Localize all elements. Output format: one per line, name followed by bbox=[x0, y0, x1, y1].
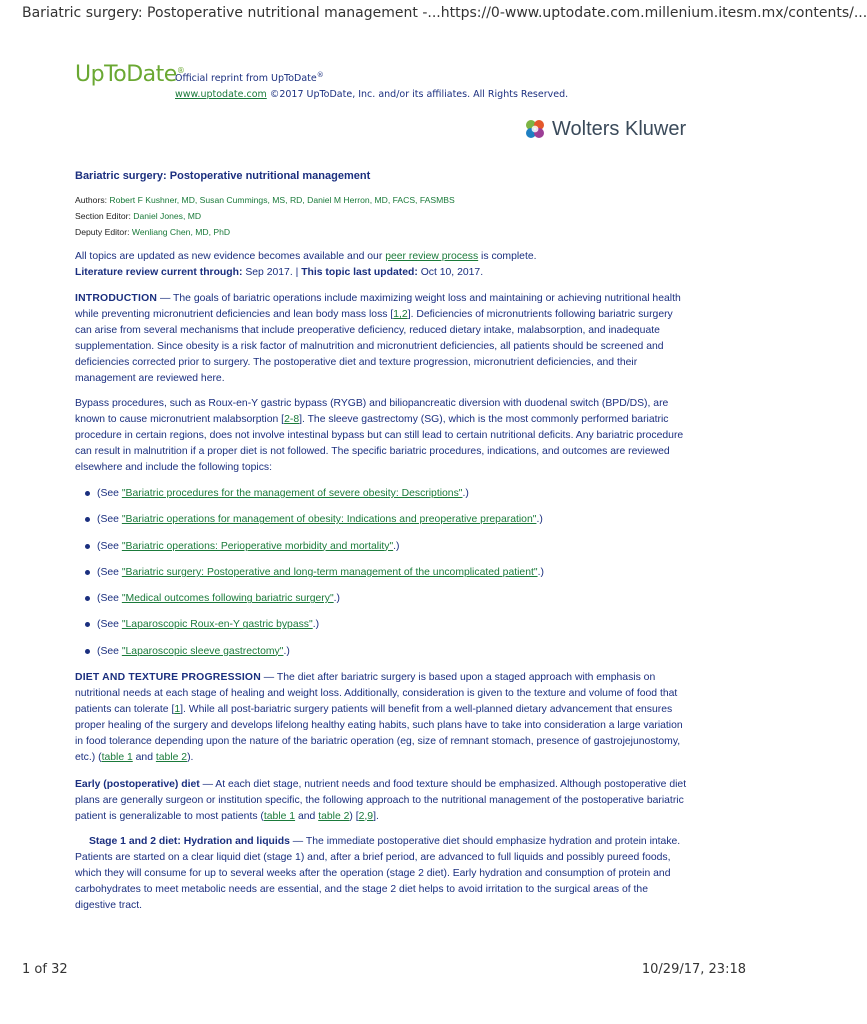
deputy-editor-line bbox=[75, 227, 230, 237]
see-prefix: (See bbox=[97, 566, 122, 578]
see-suffix: .) bbox=[393, 540, 400, 552]
topic-link[interactable]: "Bariatric operations for management of obesity: Indications and preoperative preparation" bbox=[121, 514, 537, 526]
authors-label: Authors: bbox=[75, 195, 108, 205]
reference-link[interactable]: 1 bbox=[174, 703, 181, 715]
publisher-name: Wolters Kluwer bbox=[552, 117, 687, 140]
bullet-icon bbox=[85, 491, 90, 496]
section-editor-label: Section Editor: bbox=[75, 211, 131, 221]
intro-text-a: — The goals of bariatric operations include maximizing weight loss and maintaining or achieving nutritional health while preventing micronutrient deficiencies and lean body mass loss [ bbox=[75, 293, 681, 320]
section-editor-value[interactable]: Daniel Jones, MD bbox=[133, 211, 202, 221]
see-prefix: (See bbox=[97, 619, 122, 631]
stage-1-2-paragraph bbox=[75, 834, 687, 914]
bypass-text-a: Bypass procedures, such as Roux-en-Y gastric bypass (RYGB) and biliopancreatic diversion with duodenal switch (BPD/DS), are known to cause micronutrient malabsorption [ bbox=[75, 398, 669, 425]
uptodate-logo bbox=[75, 62, 184, 87]
see-suffix: .) bbox=[462, 488, 469, 499]
see-suffix: .) bbox=[536, 514, 543, 526]
topic-link[interactable]: "Bariatric surgery: Postoperative and long-term management of the uncomplicated patient" bbox=[121, 566, 538, 578]
topic-list bbox=[75, 486, 687, 670]
bypass-paragraph bbox=[75, 396, 687, 476]
early-diet-paragraph bbox=[75, 777, 687, 825]
article-title: Bariatric surgery: Postoperative nutritional management bbox=[75, 170, 371, 182]
bypass-text-b: ]. The sleeve gastrectomy (SG), which is the most commonly performed bariatric procedure in certain regions, does not involve intestinal bypass but can still lead to certain nutritional deficits. Any bariatric procedure can result in malnutrition if a proper diet is not followed. The specific bariatric procedures, indications, and outcomes are reviewed elsewhere and include the following topics: bbox=[75, 413, 684, 473]
site-link[interactable]: www.uptodate.com bbox=[175, 89, 267, 101]
topic-link[interactable]: "Laparoscopic Roux-en-Y gastric bypass" bbox=[121, 619, 313, 631]
peer-review-link[interactable]: peer review process bbox=[385, 251, 479, 262]
update-text-end: is complete. bbox=[478, 251, 537, 262]
update-notice bbox=[75, 249, 687, 281]
intro-text-b: ]. Deficiencies of micronutrients following bariatric surgery can arise from several mechanisms that include preoperative deficiency, reduced dietary intake, malabsorption, and inadequate supplementation. Since obesity is a risk factor of malnutrition and micronutrient deficiencies, all patients should be screened and deficiencies corrected prior to surgery. The postoperative diet and texture progression, micronutrient deficiencies, and their management are reviewed here. bbox=[75, 308, 673, 384]
diet-progression-paragraph bbox=[75, 670, 687, 765]
introduction-heading: INTRODUCTION bbox=[75, 293, 158, 304]
reference-link[interactable]: 2-8 bbox=[284, 413, 300, 425]
topic-link[interactable]: "Bariatric operations: Perioperative morbidity and mortality" bbox=[121, 540, 394, 552]
stage-1-2-heading: Stage 1 and 2 diet: Hydration and liquids bbox=[89, 836, 290, 847]
print-footer bbox=[22, 962, 746, 977]
logo-reg-mark: ® bbox=[176, 66, 185, 75]
lit-review-value: Sep 2017. | bbox=[242, 266, 302, 278]
early-text-b: ) [ bbox=[349, 810, 359, 822]
update-text: All topics are updated as new evidence becomes available and our bbox=[75, 251, 386, 262]
list-item bbox=[75, 512, 687, 538]
table-2-link[interactable]: table 2 bbox=[318, 810, 350, 822]
reprint-reg-mark: ® bbox=[316, 71, 324, 79]
list-item bbox=[75, 539, 687, 565]
authors-value[interactable]: Robert F Kushner, MD, Susan Cummings, MS, RD, Daniel M Herron, MD, FACS, FASMBS bbox=[109, 195, 455, 205]
see-prefix: (See bbox=[97, 593, 122, 605]
list-item bbox=[75, 644, 687, 670]
list-item bbox=[75, 617, 687, 643]
print-doc-title: Bariatric surgery: Postoperative nutritional management -... bbox=[22, 5, 441, 21]
see-suffix: .) bbox=[333, 593, 341, 605]
deputy-editor-value[interactable]: Wenliang Chen, MD, PhD bbox=[131, 227, 231, 237]
table-1-link[interactable]: table 1 bbox=[101, 751, 133, 763]
table-2-link[interactable]: table 2 bbox=[155, 751, 188, 763]
print-url: https://0-www.uptodate.com.millenium.itesm.mx/contents/... bbox=[440, 5, 867, 21]
wolters-kluwer-icon bbox=[522, 116, 548, 142]
reference-link[interactable]: 2,9 bbox=[358, 810, 374, 822]
diet-text-b: ]. While all post-bariatric surgery patients will benefit from a well-planned dietary advancement that ensures proper healing of the surgery and develops lifelong healthy eating habits, such plans have to take into consideration a large variation in food tolerance depending upon the nature of the bariatric operation (eg, size of remnant stomach, presence of gastrojejunostomy, etc.) ( bbox=[75, 703, 683, 763]
print-header bbox=[22, 5, 867, 21]
see-suffix: .) bbox=[537, 566, 544, 578]
bullet-icon bbox=[85, 570, 90, 575]
reprint-line: Official reprint from UpToDate bbox=[175, 73, 317, 85]
bullet-icon bbox=[85, 622, 90, 627]
early-text-c: ]. bbox=[373, 810, 379, 822]
diet-progression-heading: DIET AND TEXTURE PROGRESSION bbox=[75, 672, 261, 683]
list-item bbox=[75, 565, 687, 591]
early-diet-heading: Early (postoperative) diet bbox=[75, 779, 200, 790]
authors-line bbox=[75, 195, 455, 205]
diet-and: and bbox=[132, 751, 156, 763]
topic-link[interactable]: "Laparoscopic sleeve gastrectomy" bbox=[121, 645, 284, 657]
early-text-a: — At each diet stage, nutrient needs and food texture should be emphasized. Although postoperative diet plans are generally surgeon or institution specific, the following approach to the nutritional management of the postoperative bariatric patient is generalizable to most patients ( bbox=[75, 779, 687, 822]
early-and: and bbox=[295, 810, 319, 822]
lit-review-label: Literature review current through: bbox=[75, 266, 243, 278]
logo-text: UpToDate bbox=[75, 62, 177, 87]
print-datetime: 10/29/17, 23:18 bbox=[641, 962, 746, 977]
list-item bbox=[75, 591, 687, 617]
bullet-icon bbox=[85, 596, 90, 601]
wolters-kluwer-logo bbox=[522, 116, 686, 142]
topic-link[interactable]: "Medical outcomes following bariatric surgery" bbox=[121, 593, 334, 605]
bullet-icon bbox=[85, 517, 90, 522]
topic-link[interactable]: "Bariatric procedures for the management of severe obesity: Descriptions" bbox=[121, 488, 463, 499]
bullet-icon bbox=[85, 649, 90, 654]
last-updated-label: This topic last updated: bbox=[301, 266, 418, 278]
table-1-link[interactable]: table 1 bbox=[263, 810, 296, 822]
see-prefix: (See bbox=[97, 488, 122, 499]
reference-link[interactable]: 1,2 bbox=[393, 308, 408, 320]
diet-text-a: — The diet after bariatric surgery is based upon a staged approach with emphasis on nutritional needs at each stage of healing and weight loss. Additionally, consideration is given to the texture and volume of food that patients can tolerate [ bbox=[75, 672, 678, 715]
page-number: 1 of 32 bbox=[22, 962, 68, 977]
see-prefix: (See bbox=[97, 645, 122, 657]
list-item bbox=[75, 486, 687, 512]
see-prefix: (See bbox=[97, 514, 122, 526]
stage-text: — The immediate postoperative diet should emphasize hydration and protein intake. Patients are started on a clear liquid diet (stage 1) and, after a brief period, are advanced to full liquids and possibly pureed foods, which they will consume for up to several weeks after the operation (stage 2 diet). Early hydration and consumption of protein and carbohydrates to meet metabolic needs are essential, and the stage 2 diet helps to avoid irritation to the surgical areas of the digestive tract. bbox=[75, 836, 681, 911]
copyright: ©2017 UpToDate, Inc. and/or its affiliates. All Rights Reserved. bbox=[269, 89, 569, 101]
diet-text-c: ). bbox=[187, 751, 194, 763]
see-suffix: .) bbox=[312, 619, 320, 631]
see-suffix: .) bbox=[283, 645, 290, 657]
introduction-paragraph bbox=[75, 291, 687, 386]
section-editor-line bbox=[75, 211, 201, 221]
deputy-editor-label: Deputy Editor: bbox=[75, 227, 130, 237]
see-prefix: (See bbox=[97, 540, 122, 552]
reprint-notice bbox=[175, 67, 568, 103]
last-updated-value: Oct 10, 2017. bbox=[417, 266, 484, 278]
bullet-icon bbox=[85, 544, 90, 549]
